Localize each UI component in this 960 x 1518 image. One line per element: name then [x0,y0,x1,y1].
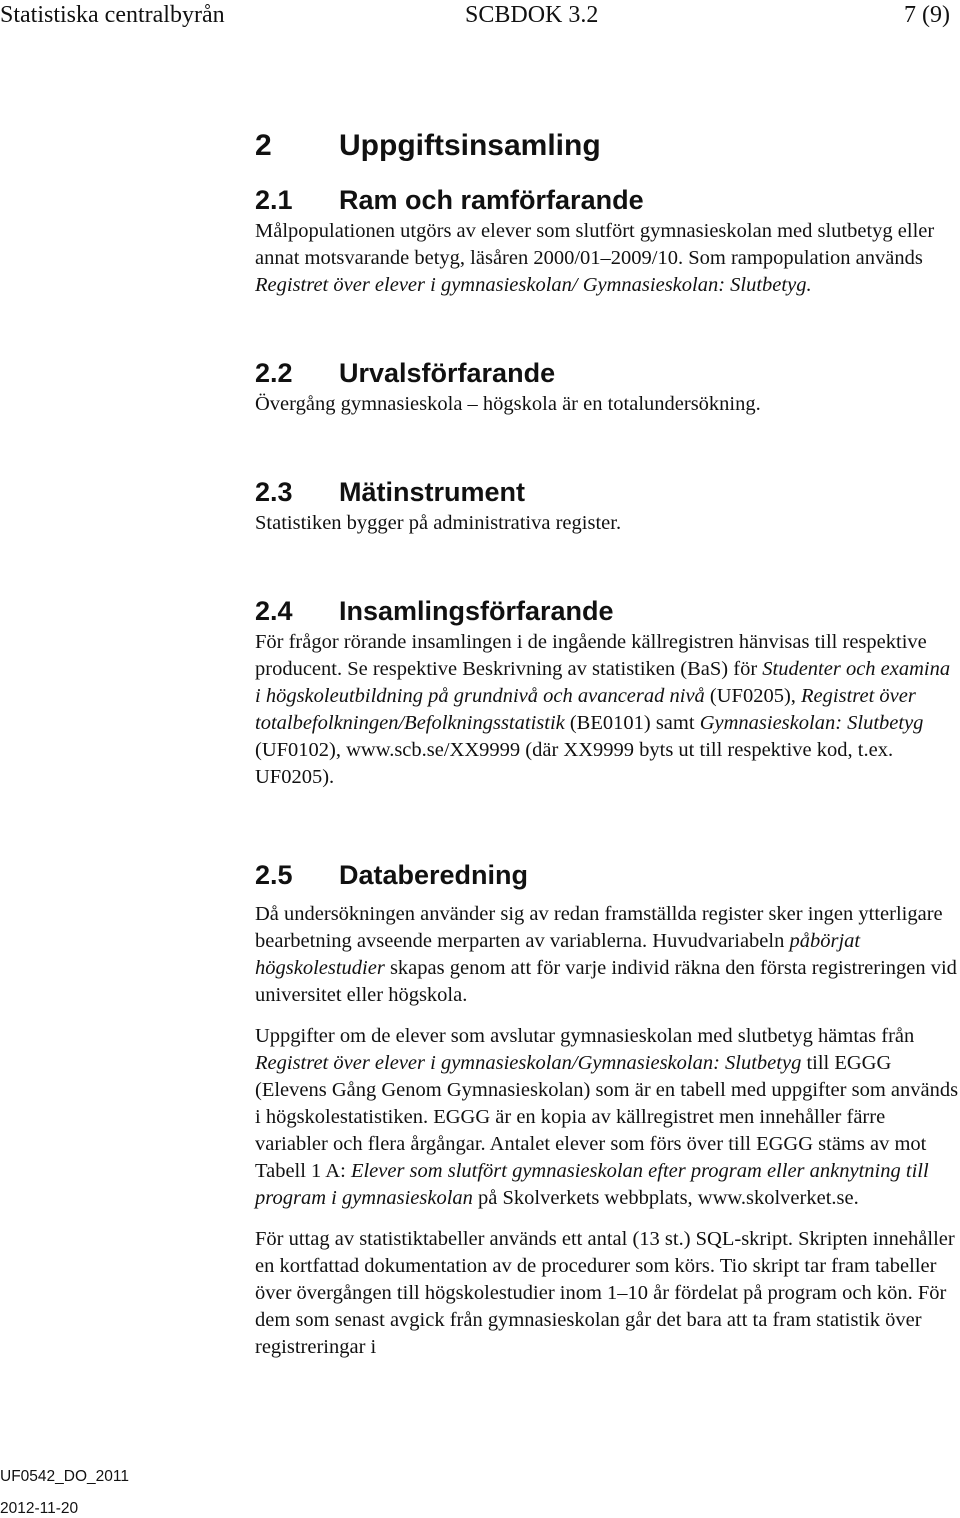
text-run: skapas genom att för varje individ räkna den första registreringen vid universitet eller högskola. [255,957,957,1006]
text-run: Uppgifter om de elever som avslutar gymnasieskolan med slutbetyg hämtas från [255,1025,915,1047]
section-heading [255,857,960,893]
chapter-heading [255,124,960,168]
footer-document-code: UF0542_DO_2011 [0,1468,129,1485]
section-2-5 [255,857,960,1361]
italic-run: Registret över totalbefolkningen/Befolkningsstatistik [255,685,916,734]
section-number: 2.1 [255,185,293,215]
section-title: Urvalsförfarande [339,358,556,388]
section-heading [255,182,960,218]
section-paragraph: Övergång gymnasieskola – högskola är en totalundersökning. [255,393,761,415]
page-number: 7 (9) [904,2,950,28]
section-heading [255,593,960,629]
section-number: 2.4 [255,596,293,626]
italic-run: Registret över elever i gymnasieskolan/Gymnasieskolan: Slutbetyg [255,1052,802,1074]
section-number: 2.3 [255,477,293,507]
chapter-number: 2 [255,129,272,162]
text-run: på Skolverkets webbplats, www.skolverket.se. [472,1187,859,1209]
section-paragraph [255,218,960,299]
section-paragraph [255,629,960,791]
text-run: till EGGG (Elevens Gång Genom Gymnasieskolan) som är en tabell med uppgifter som används i högskolestatistiken. EGGG är en kopia av källregistret men innehåller färre variabler och flera årgångar. Antalet elever som förs över till EGGG stäms av mot Tabell 1 A: [255,1052,959,1182]
page-header [0,0,960,34]
section-2-1 [255,182,960,299]
text-run: (UF0205), [704,685,802,707]
text-run: För frågor rörande insamlingen i de ingående källregistren hänvisas till respektive producent. Se respektive Beskrivning av statistiken (BaS) för [255,631,927,680]
italic-run: Studenter och examina i högskoleutbildning på grundnivå och avancerad nivå [255,658,951,707]
section-2-2 [255,355,960,418]
section-paragraph [255,1023,960,1212]
section-paragraph [255,901,960,1009]
organization-name: Statistiska centralbyrån [0,2,225,28]
italic-run: påbörjat högskolestudier [255,930,861,979]
section-number: 2.2 [255,358,293,388]
text-run: Målpopulationen utgörs av elever som slutfört gymnasieskolan med slutbetyg eller annat motsvarande betyg, läsåren 2000/01–2009/10. Som rampopulation används [255,220,935,269]
text-run: (BE0101) samt [564,712,700,734]
italic-run: Elever som slutfört gymnasieskolan efter program eller anknytning till program i gymnasieskolan [255,1160,929,1209]
italic-run: Gymnasieskolan: Slutbetyg [699,712,924,734]
document-id: SCBDOK 3.2 [465,2,599,28]
section-heading [255,474,960,510]
section-paragraph: Statistiken bygger på administrativa register. [255,512,622,534]
chapter-title: Uppgiftsinsamling [339,129,601,162]
text-run: Då undersökningen använder sig av redan framställda register sker ingen ytterligare bearbetning avseende merparten av variablerna. Huvudvariabeln [255,903,943,952]
italic-run: Registret över elever i gymnasieskolan/ Gymnasieskolan: Slutbetyg. [255,274,812,296]
section-title: Mätinstrument [339,477,526,507]
text-run: (UF0102), www.scb.se/XX9999 (där XX9999 byts ut till respektive kod, t.ex. UF0205). [255,739,894,788]
section-2-4 [255,593,960,791]
section-number: 2.5 [255,860,293,890]
section-title: Ram och ramförfarande [339,185,644,215]
section-heading [255,355,960,391]
section-title: Databeredning [339,860,529,890]
document-body [255,124,960,1417]
section-2-3 [255,474,960,537]
section-paragraph: För uttag av statistiktabeller används ett antal (13 st.) SQL-skript. Skripten innehåller en kortfattad dokumentation av de procedurer som körs. Tio skript tar fram tabeller över övergången till högskolestudier inom 1–10 år fördelat på program och kön. För dem som senast avgick från gymnasieskolan går det bara att ta fram statistik över registreringar i [255,1228,955,1358]
footer-date: 2012-11-20 [0,1500,79,1517]
section-title: Insamlingsförfarande [339,596,614,626]
